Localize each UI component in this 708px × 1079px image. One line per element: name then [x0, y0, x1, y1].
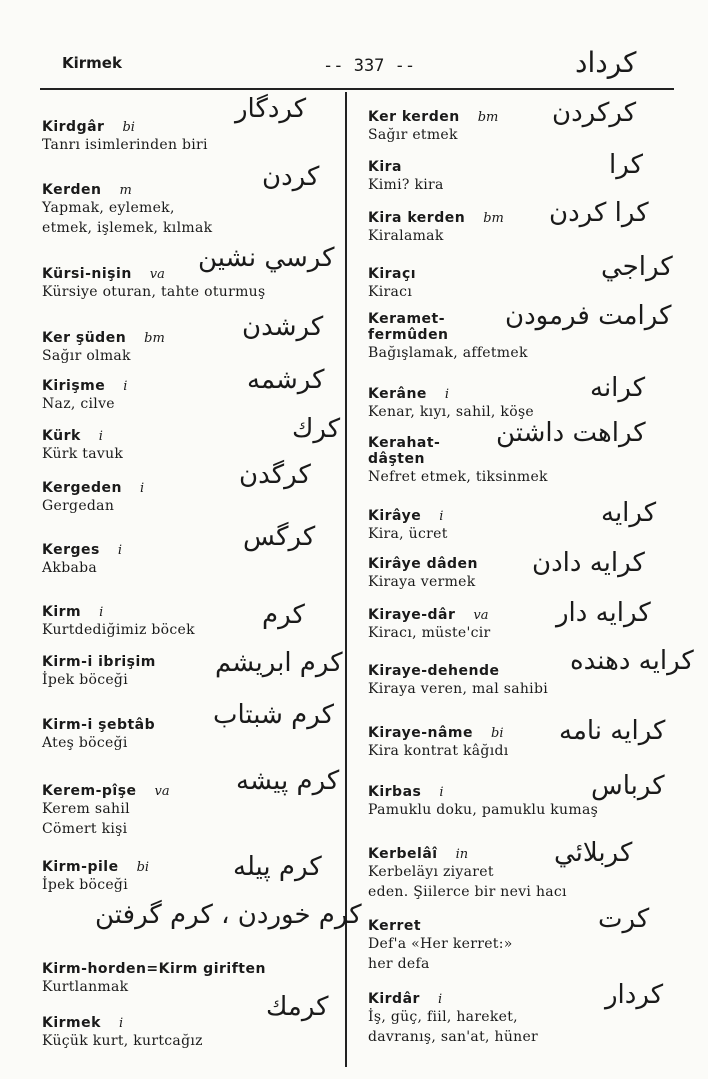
entry-headword: Kirişme [42, 378, 106, 394]
entry-definition: Kimi? kira [368, 177, 444, 193]
entry-arabic-script: كرم خوردن ، كرم گرفتن [95, 900, 362, 930]
entry-arabic-script: كرايه دار [556, 598, 651, 628]
entry-arabic-script: كربلائي [554, 838, 633, 868]
entry-grammar-tag: i [140, 481, 145, 496]
entry-grammar-tag: i [118, 1016, 124, 1031]
entry-headword: Kirm-horden=Kirm giriften [42, 961, 266, 977]
entry-definition: Kerem sahil [42, 801, 130, 817]
entry-arabic-script: كرايه نامه [559, 716, 666, 746]
entry-headword: Ker kerden [368, 109, 460, 125]
entry-grammar-tag: i [99, 605, 104, 620]
entry-headword: Kerbelâî [368, 846, 438, 862]
entry-arabic-script: كرم [262, 600, 305, 630]
entry-arabic-script: كرم شبتاب [213, 700, 334, 730]
entry-arabic-script: كرباس [591, 771, 665, 801]
entry-arabic-script: كرك [292, 414, 341, 444]
entry-headword: Kirbas [368, 784, 422, 800]
entry-grammar-tag: va [154, 784, 170, 799]
entry-arabic-script: كرگدن [239, 460, 311, 490]
entry-arabic-script: كرسي نشين [198, 243, 335, 273]
entry-grammar-tag: i [444, 387, 450, 402]
entry-headword: Kiraye-dâr [368, 607, 456, 623]
entry-definition: Kiraya veren, mal sahibi [368, 681, 548, 697]
entry-grammar-tag: i [117, 543, 123, 558]
entry-definition: etmek, işlemek, kılmak [42, 220, 213, 236]
entry-headword-continued: fermûden [368, 327, 449, 343]
entry-definition: Tanrı isimlerinden biri [42, 137, 208, 153]
entry-grammar-tag: i [437, 992, 443, 1007]
dictionary-entry [368, 156, 698, 195]
entry-arabic-script: كراهت داشتن [496, 418, 646, 448]
entry-headword: Kirm [42, 604, 82, 620]
entry-grammar-tag: bm [144, 331, 165, 346]
dictionary-entry [368, 843, 698, 902]
entry-arabic-script: كركردن [552, 98, 637, 128]
entry-headword: Kirm-i şebtâb [42, 717, 156, 733]
entry-headword: Kerâne [368, 386, 427, 402]
entry-definition: Cömert kişi [42, 821, 128, 837]
entry-arabic-script: كرامت فرمودن [505, 301, 672, 331]
entry-definition: Kira, ücret [368, 526, 448, 542]
entry-definition: İpek böceği [42, 877, 128, 893]
entry-definition: Kerbeläyı ziyaret [368, 864, 494, 880]
entry-headword: Kirdâr [368, 991, 420, 1007]
entry-definition: Kiralamak [368, 228, 444, 244]
entry-headword: Kürk [42, 428, 81, 444]
entry-headword: Kiraye-nâme [368, 725, 473, 741]
entry-definition: Gergedan [42, 498, 115, 514]
entry-grammar-tag: i [439, 785, 444, 800]
entry-arabic-script: كردگار [235, 94, 307, 124]
entry-arabic-script: كرمك [266, 992, 329, 1022]
entry-arabic-script: كراجي [601, 252, 673, 282]
entry-definition: Kürsiye oturan, tahte oturmuş [42, 284, 266, 300]
entry-headword: Kerahat- [368, 435, 441, 451]
entry-arabic-script: كرشمه [247, 365, 325, 395]
entry-grammar-tag: i [439, 509, 444, 524]
entry-headword: Kira [368, 159, 402, 175]
entry-definition: Nefret etmek, tiksinmek [368, 469, 548, 485]
entry-definition: Kenar, kıyı, sahil, köşe [368, 404, 535, 420]
entry-arabic-script: كرم پيشه [236, 766, 340, 796]
entry-headword: Kiraye-dehende [368, 663, 500, 679]
entry-definition: Akbaba [42, 560, 98, 576]
entry-definition: Kira kontrat kâğıdı [368, 743, 509, 759]
entry-headword: Kirm-pile [42, 859, 119, 875]
running-head-right: كرداد [575, 46, 637, 79]
entry-headword: Kergeden [42, 480, 123, 496]
entry-headword: Kirm-i ibrişim [42, 654, 156, 670]
entry-arabic-script: كرانه [590, 373, 646, 403]
entry-definition: Naz, cilve [42, 396, 115, 412]
entry-arabic-script: كرم پيله [233, 852, 322, 882]
entry-grammar-tag: bi [136, 860, 150, 875]
entry-definition: Kiracı, müste'cir [368, 625, 491, 641]
entry-arabic-script: كرت [598, 904, 650, 934]
entry-grammar-tag: bi [122, 120, 135, 135]
entry-definition: Yapmak, eylemek, [42, 200, 175, 216]
entry-definition: Pamuklu doku, pamuklu kumaş [368, 802, 599, 818]
entry-arabic-script: كردار [605, 980, 664, 1010]
entry-definition: Kurtdediğimiz böcek [42, 622, 195, 638]
entry-headword-continued: dâşten [368, 451, 425, 467]
entry-arabic-script: كرايه [601, 498, 657, 528]
entry-headword: Keramet- [368, 311, 446, 327]
entry-headword: Kiraçı [368, 266, 417, 282]
entry-definition: Def'a «Her kerret:» [368, 936, 513, 952]
entry-definition: Kiracı [368, 284, 413, 300]
entry-arabic-script: كرا [609, 150, 643, 180]
entry-arabic-script: كرا كردن [549, 198, 649, 228]
entry-grammar-tag: bm [483, 211, 504, 226]
dictionary-entry [368, 106, 698, 145]
entry-headword: Kirdgâr [42, 119, 105, 135]
entry-headword: Kirâye dâden [368, 556, 479, 572]
entry-arabic-script: كرشدن [242, 312, 324, 342]
entry-definition: Ateş böceği [42, 735, 128, 751]
entry-headword: Kerges [42, 542, 100, 558]
entry-grammar-tag: va [473, 608, 489, 623]
entry-headword: Kirmek [42, 1015, 101, 1031]
page-number: -- 337 -- [323, 56, 416, 76]
entry-arabic-script: كرگس [243, 522, 316, 552]
entry-arabic-script: كردن [262, 162, 320, 192]
page-header [0, 0, 708, 90]
entry-headword: Kira kerden [368, 210, 466, 226]
entry-arabic-script: كرايه دادن [532, 548, 645, 578]
entry-definition: İş, güç, fiil, hareket, [368, 1009, 518, 1025]
entry-definition: Sağır olmak [42, 348, 131, 364]
entry-headword: Kürsi-nişin [42, 266, 132, 282]
running-head-left: Kirmek [62, 54, 122, 72]
entry-grammar-tag: m [119, 183, 132, 198]
entry-definition: davranış, san'at, hüner [368, 1029, 539, 1045]
entry-arabic-script: كرم ابريشم [215, 648, 343, 678]
entry-definition: eden. Şiilerce bir nevi hacı [368, 884, 567, 900]
entry-arabic-script: كرايه دهنده [570, 646, 694, 676]
entry-definition: Küçük kurt, kurtcağız [42, 1033, 203, 1049]
entry-definition: Kurtlanmak [42, 979, 129, 995]
entry-headword: Kerret [368, 918, 422, 934]
entry-headword: Kerden [42, 182, 102, 198]
entry-grammar-tag: bi [491, 726, 504, 741]
dictionary-entry [368, 383, 698, 422]
entry-grammar-tag: bm [477, 110, 499, 125]
entry-grammar-tag: va [149, 267, 165, 282]
entry-definition: her defa [368, 956, 430, 972]
entry-grammar-tag: i [98, 429, 103, 444]
header-rule [40, 88, 674, 90]
entry-definition: Bağışlamak, affetmek [368, 345, 528, 361]
entry-definition: Sağır etmek [368, 127, 458, 143]
entry-definition: İpek böceği [42, 672, 128, 688]
entry-headword: Kerem-pîşe [42, 783, 137, 799]
entry-grammar-tag: i [123, 379, 128, 394]
entry-headword: Ker şüden [42, 330, 127, 346]
entry-definition: Kürk tavuk [42, 446, 124, 462]
entry-headword: Kirâye [368, 508, 422, 524]
entry-definition: Kiraya vermek [368, 574, 476, 590]
entry-grammar-tag: in [455, 847, 469, 862]
